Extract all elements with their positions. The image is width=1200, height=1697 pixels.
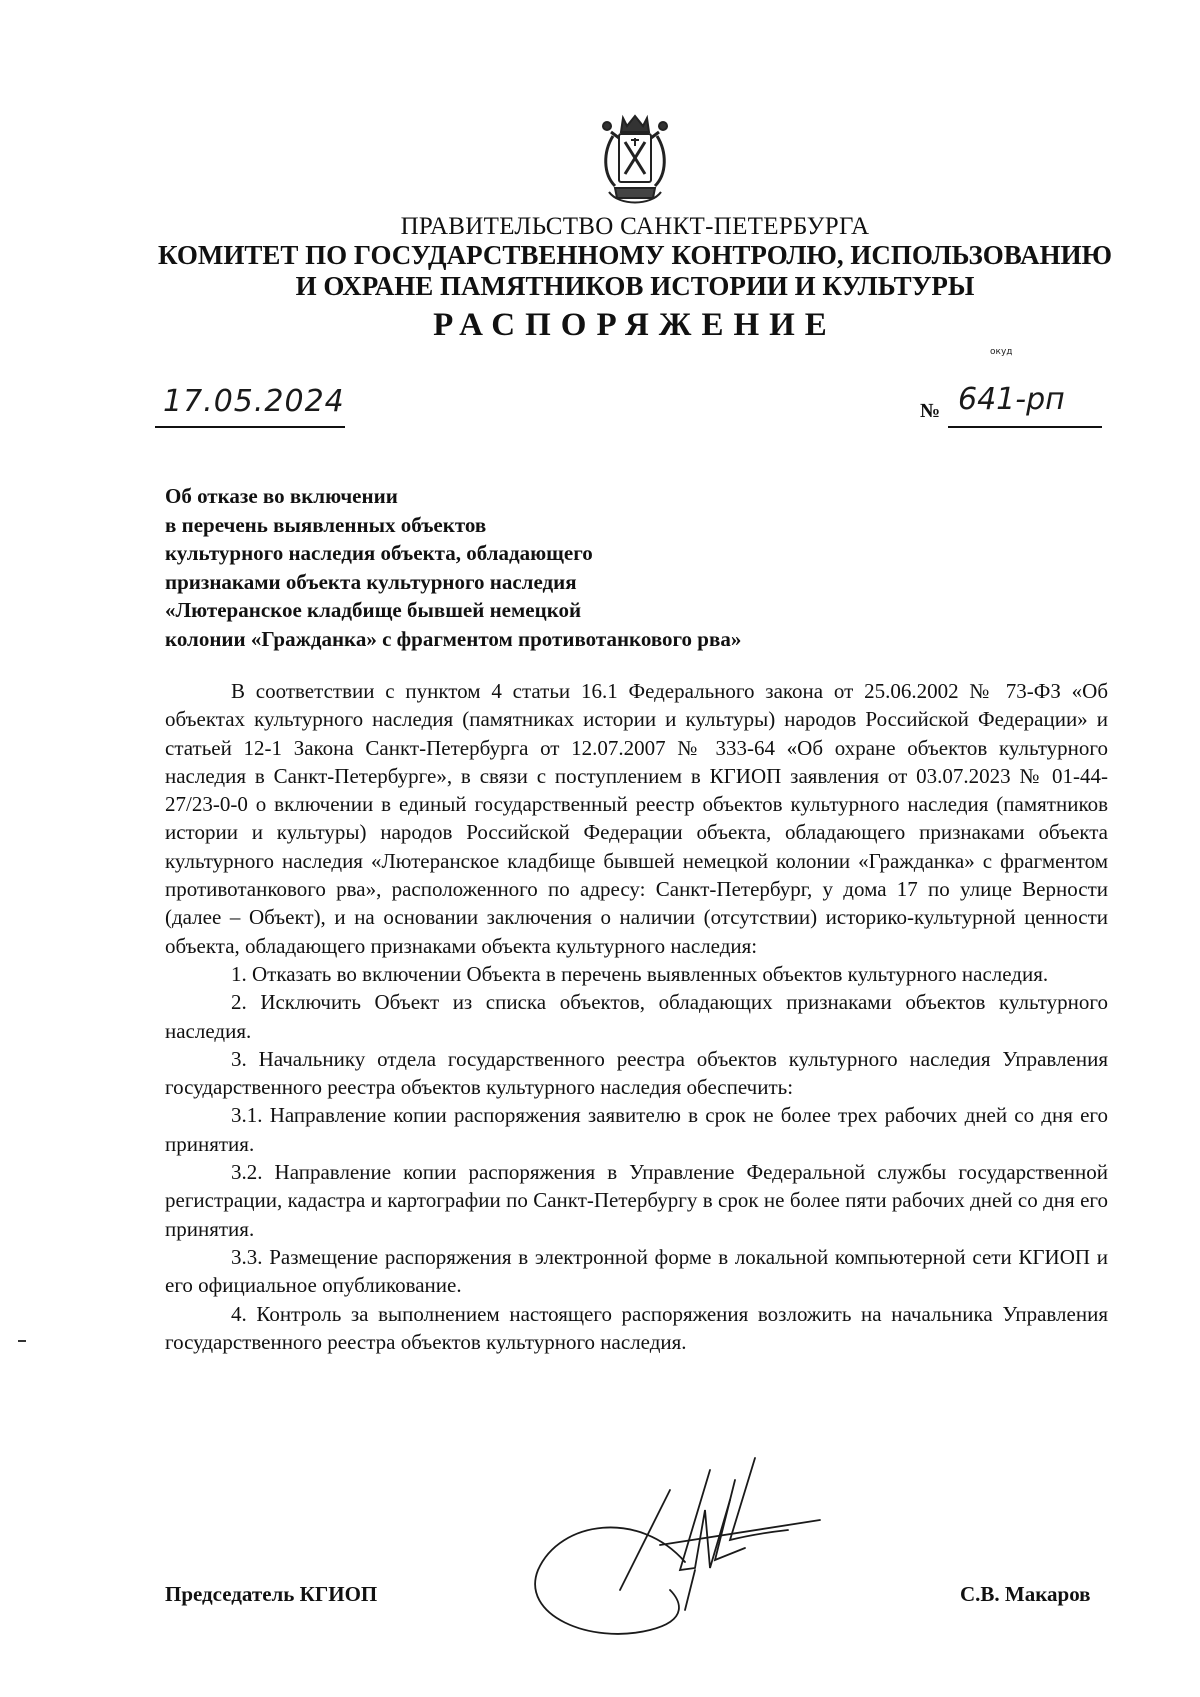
signer-position: Председатель КГИОП	[165, 1582, 378, 1606]
committee-name-line-2: И ОХРАНЕ ПАМЯТНИКОВ ИСТОРИИ И КУЛЬТУРЫ	[295, 271, 975, 301]
order-item-3: 3. Начальнику отдела государственного реестра объектов культурного наследия Управления государственного реестра объектов культурного наследия обеспечить:	[165, 1046, 1108, 1100]
signer-name: С.В. Макаров	[960, 1582, 1091, 1606]
order-item-2: 2. Исключить Объект из списка объектов, обладающих признаками объектов культурного наследия.	[165, 990, 1108, 1043]
order-item-1: 1. Отказать во включении Объекта в перечень выявленных объектов культурного наследия.	[231, 961, 1049, 986]
document-subject	[165, 482, 741, 653]
margin-mark	[18, 1340, 26, 1342]
date-underline	[155, 426, 345, 428]
number-underline	[948, 426, 1102, 428]
order-item-4: 4. Контроль за выполнением настоящего распоряжения возложить на начальника Управления государственного реестра объектов культурного наследия.	[165, 1301, 1108, 1354]
coat-of-arms-icon	[595, 112, 675, 212]
preamble-paragraph: В соответствии с пунктом 4 статьи 16.1 Федерального закона от 25.06.2002 № 73-ФЗ «Об объектах культурного наследия (памятниках истории и культуры) народов Российской Федерации» и статьей 12-1 Закона Санкт-Петербурга от 12.07.2007 № 333-64 «Об охране объектов культурного наследия в Санкт-Петербурге», в связи с поступлением в КГИОП заявления от 03.07.2023 № 01-44-27/23-0-0 о включении в единый государственный реестр объектов культурного наследия (памятников истории и культуры) народов Российской Федерации объекта, обладающего признаками объекта культурного наследия «Лютеранское кладбище бывшей немецкой колонии «Гражданка» с фрагментом противотанкового рва», расположенного по адресу: Санкт-Петербург, у дома 17 по улице Верности (далее – Объект), и на основании заключения о наличии (отсутствии) историко-культурной ценности объекта, обладающего признаками объекта культурного наследия:	[165, 679, 1108, 958]
document-date: 17.05.2024	[163, 384, 345, 419]
document-body	[165, 677, 1108, 1356]
government-name: ПРАВИТЕЛЬСТВО САНКТ-ПЕТЕРБУРГА	[400, 213, 870, 240]
subject-line: колонии «Гражданка» с фрагментом противотанкового рва»	[165, 626, 742, 651]
subject-line: Об отказе во включении	[165, 484, 398, 508]
number-sign: №	[920, 400, 941, 422]
order-item-3-3: 3.3. Размещение распоряжения в электронной форме в локальной компьютерной сети КГИОП и его официальное опубликование.	[165, 1244, 1108, 1298]
order-item-3-1: 3.1. Направление копии распоряжения заявителю в срок не более трех рабочих дней со дня его принятия.	[165, 1103, 1108, 1156]
document-type-title: РАСПОРЯЖЕНИЕ	[433, 307, 837, 343]
order-item-3-2: 3.2. Направление копии распоряжения в Управление Федеральной службы государственной регистрации, кадастра и картографии по Санкт-Петербургу в срок не более пяти рабочих дней со дня его принятия.	[165, 1160, 1108, 1241]
document-date-field	[155, 382, 345, 430]
subject-line: культурного наследия объекта, обладающего	[165, 541, 593, 565]
committee-name-line-1: КОМИТЕТ ПО ГОСУДАРСТВЕННОМУ КОНТРОЛЮ, ИСПОЛЬЗОВАНИЮ	[158, 240, 1112, 270]
subject-line: в перечень выявленных объектов	[165, 512, 487, 537]
handwritten-signature-icon	[520, 1450, 860, 1650]
document-number: 641-рп	[958, 382, 1065, 417]
subject-line: «Лютеранское кладбище бывшей немецкой	[165, 598, 582, 622]
okud-mark: окуд	[990, 347, 1013, 357]
subject-line: признаками объекта культурного наследия	[165, 569, 577, 594]
document-number-field	[948, 382, 1102, 430]
